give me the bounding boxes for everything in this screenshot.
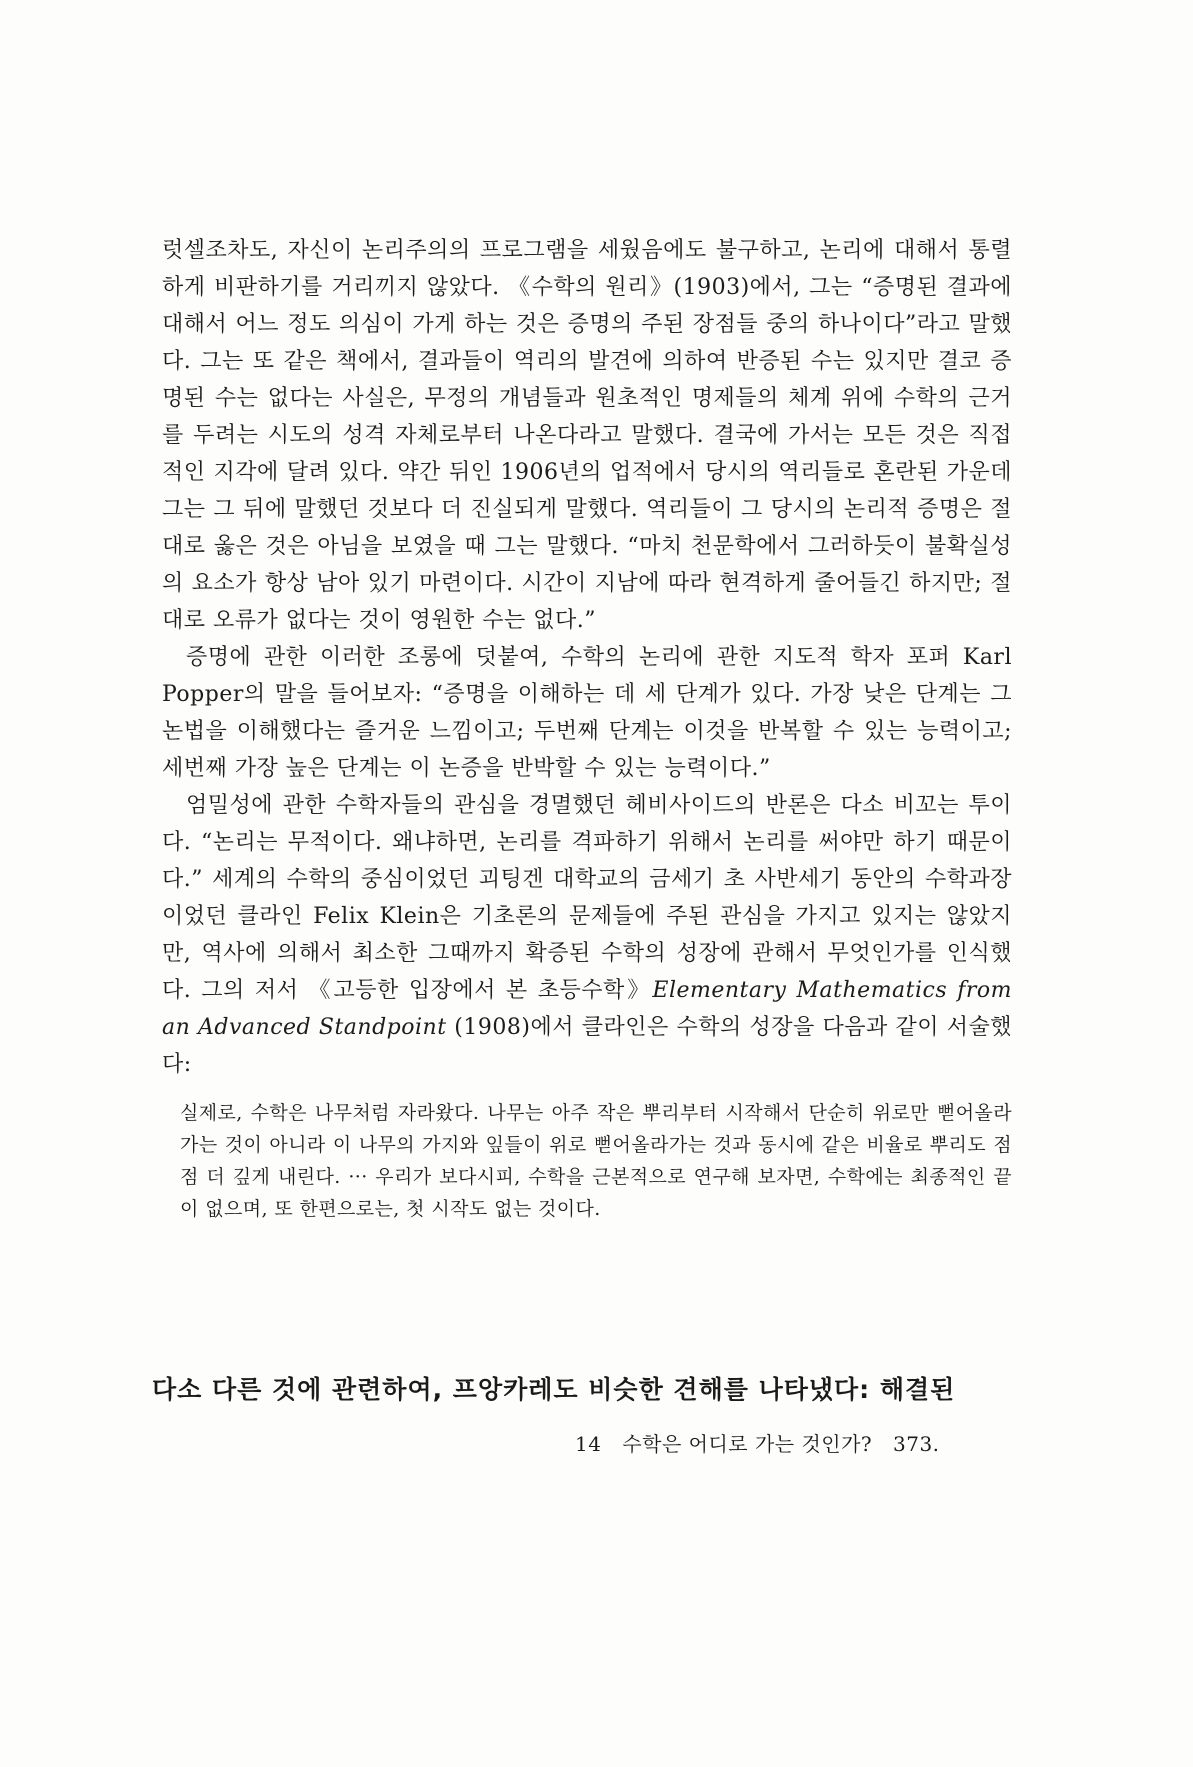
paragraph-3-before: 엄밀성에 관한 수학자들의 관심을 경멸했던 헤비사이드의 반론은 다소 비꼬는 투이다. “논리는 무적이다. 왜냐하면, 논리를 격파하기 위해서 논리를 써야만 하기 때문이다.” 세계의 수학의 중심이었던 괴팅겐 대학교의 금세기 초 사반세기 동안의 수학과장이었던 클라인 Felix Klein은 기초론의 문제들에 주된 관심을 가지고 있지는 않았지만, 역사에 의해서 최소한 그때까지 확증된 수학의 성장에 관해서 무엇인가를 인식했다. 그의 저서 《고등한 입장에서 본 초등수학》 (162, 793, 1012, 1003)
paragraph-1: 럿셀조차도, 자신이 논리주의의 프로그램을 세웠음에도 불구하고, 논리에 대해서 통렬하게 비판하기를 거리끼지 않았다. 《수학의 원리》(1903)에서, 그는 “증명된 결과에 대해서 어느 정도 의심이 가게 하는 것은 증명의 주된 장점들 중의 하나이다”라고 말했다. 그는 또 같은 책에서, 결과들이 역리의 발견에 의하여 반증된 수는 있지만 결코 증명된 수는 없다는 사실은, 무정의 개념들과 원초적인 명제들의 체계 위에 수학의 근거를 두려는 시도의 성격 자체로부터 나온다라고 말했다. 결국에 가서는 모든 것은 직접적인 지각에 달려 있다. 약간 뒤인 1906년의 업적에서 당시의 역리들로 혼란된 가운데 그는 그 뒤에 말했던 것보다 더 진실되게 말했다. 역리들이 그 당시의 논리적 증명은 절대로 옳은 것은 아님을 보였을 때 그는 말했다. “마치 천문학에서 그러하듯이 불확실성의 요소가 항상 남아 있기 마련이다. 시간이 지남에 따라 현격하게 줄어들긴 하지만; 절대로 오류가 없다는 것이 영원한 수는 없다.” (162, 238, 1012, 633)
paragraph-2: 증명에 관한 이러한 조롱에 덧붙여, 수학의 논리에 관한 지도적 학자 포퍼 Karl Popper의 말을 들어보자: “증명을 이해하는 데 세 단계가 있다. 가장 낮은 단계는 그 논법을 이해했다는 즐거운 느낌이고; 두번째 단계는 이것을 반복할 수 있는 능력이고; 세번째 가장 높은 단계는 이 논증을 반박할 수 있는 능력이다.” (162, 645, 1012, 781)
paragraph-3-after: (1908)에서 클라인은 수학의 성장을 다음과 같이 서술했다: (162, 1015, 1012, 1077)
book-title-english: Elementary Mathematics from an Advanced Standpoint (162, 978, 1012, 1040)
page-number: 373. (893, 1432, 940, 1456)
page-footer (575, 1428, 954, 1457)
paragraph-3 (162, 787, 1012, 1083)
body-text (162, 232, 1012, 1237)
klein-quote: 실제로, 수학은 나무처럼 자라왔다. 나무는 아주 작은 뿌리부터 시작해서 단순히 위로만 뻗어올라가는 것이 아니라 이 나무의 가지와 잎들이 위로 뻗어올라가는 것과 동시에 같은 비율로 뿌리도 점점 더 깊게 내린다. ··· 우리가 보다시피, 수학을 근본적으로 연구해 보자면, 수학에는 최종적인 끝이 없으며, 또 한편으로는, 첫 시작도 없는 것이다. (180, 1102, 1012, 1220)
chapter-number: 14 (575, 1432, 602, 1456)
last-line: 다소 다른 것에 관련하여, 프앙카레도 비슷한 견해를 나타냈다: 해결된 (152, 1375, 956, 1404)
chapter-title: 수학은 어디로 가는 것인가? (622, 1432, 873, 1456)
